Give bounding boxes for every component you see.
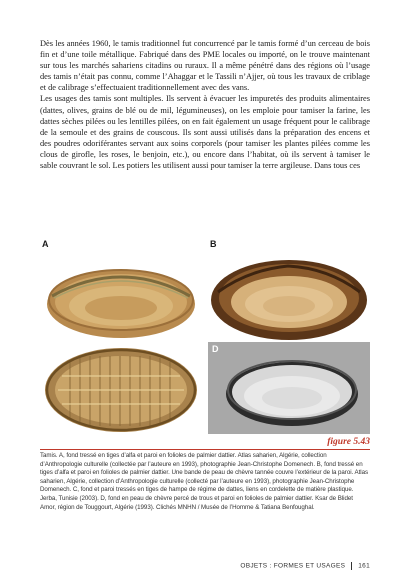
footer-separator bbox=[351, 562, 352, 570]
footer-section: OBJETS : FORMES ET USAGES bbox=[240, 562, 346, 570]
photo-c-label: C bbox=[44, 344, 51, 354]
photo-d-image bbox=[208, 342, 370, 434]
figure-caption: Tamis. A, fond tressé en tiges d’alfa et paroi en folioles de palmier dattier. Atlas saharien, Algérie, collection d’Anthropologie culturelle (collectée par l’auteure en 1993), photographie Jean-Christophe Domenech. B, fond tressé en tiges d’alfa et paroi en folioles de palmier dattier. Une bande de peau de chèvre tannée couvre l’extérieur de la paroi. Atlas saharien, Algérie, collection d’Anthropologie culturelle (collecté par l’auteure en 1993), photographie Jean-Christophe Domenech. C, fond et paroi tressés en tiges de hampe de régime de dattes, liens en cordelette de matière plastique. Jerba, Tunisie (2003). D, fond en peau de chèvre percé de trous et paroi en folioles de palmier dattier. Ksar de Blidet Amor, région de Touggourt, Algérie (1993). Clichés MNHN / Musée de l’Homme & Tatiana Benfoughal. bbox=[40, 452, 369, 511]
photo-b bbox=[208, 239, 370, 344]
paragraph-1: Dès les années 1960, le tamis traditionnel fut concurrencé par le tamis formé d’un cerceau de bois fin et d’une toile métallique. Fabriqué dans des PME locales ou importé, on le trouve maintenant sur tous les marchés sahariens citadins ou ruraux. Il a même pénétré dans des régions où l’usage des tamis n’était pas connu, comme l’Ahaggar et le Tassili n’Ajjer, où tous les travaux de criblage et de calibrage s’effectuaient traditionnellement avec des vans. bbox=[40, 39, 370, 93]
photo-b-image bbox=[208, 252, 370, 344]
photo-a-label: A bbox=[42, 239, 49, 249]
figure-number: figure 5.43 bbox=[327, 437, 370, 447]
body-text bbox=[40, 38, 370, 171]
photo-d bbox=[208, 342, 370, 434]
figure-rule bbox=[40, 449, 370, 450]
photo-d-label: D bbox=[212, 344, 219, 354]
paragraph-2: Les usages des tamis sont multiples. Ils servent à évacuer les impuretés des produits alimentaires (dattes, olives, grains de blé ou de mil, légumineuses), on les emploie pour tamiser la farine, les dattes sèches pilées ou les lentilles pilées, on en fait également un usage fréquent pour le calibrage de la semoule et des grains de couscous. Ils sont aussi utilisés dans la préparation des encens et des poudres odoriférantes servant aux soins corporels (pour tamiser les plantes pilées comme les clous de girofle, les roses, le benjoin, etc.), ou encore dans l’habitat, où ils servent à tamiser le sable couvrant le sol. Les potiers les utilisent aussi pour tamiser la terre argileuse. Dans tous ces bbox=[40, 94, 370, 171]
photo-b-label: B bbox=[210, 239, 217, 249]
photo-a bbox=[40, 239, 202, 344]
photo-a-image bbox=[40, 252, 202, 344]
page-number: 161 bbox=[358, 562, 370, 570]
page-footer bbox=[240, 562, 370, 570]
figure-photo-grid bbox=[40, 238, 370, 434]
photo-c-image bbox=[40, 342, 202, 434]
photo-c bbox=[40, 342, 202, 434]
